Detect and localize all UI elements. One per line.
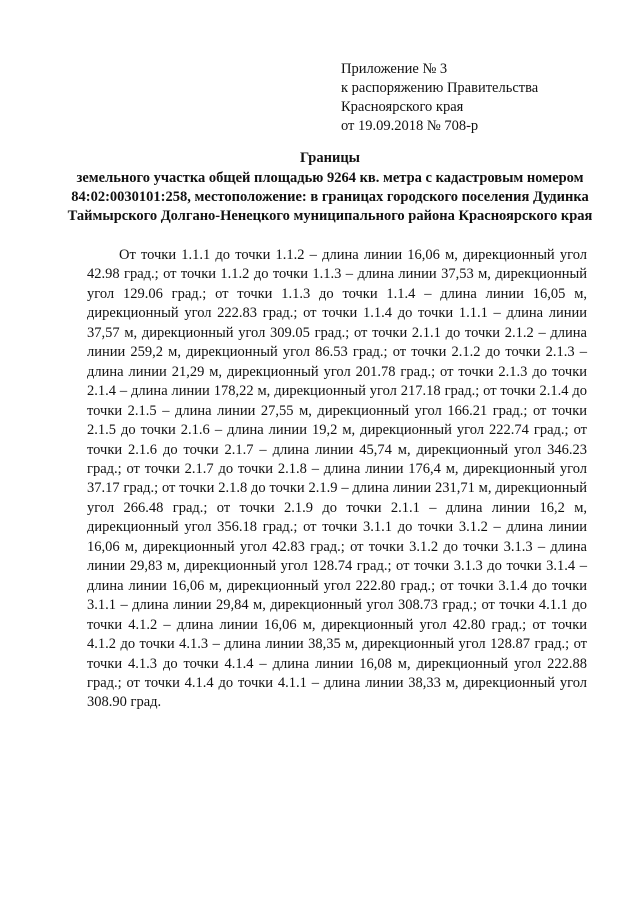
appendix-reference: к распоряжению Правительства [341, 80, 539, 96]
appendix-date-number: от 19.09.2018 № 708-р [341, 118, 479, 134]
boundary-description: От точки 1.1.1 до точки 1.1.2 – длина линии 16,06 м, дирекционный угол 42.98 град.; от точки 1.1.2 до точки 1.1.3 – длина линии 37,53 м, дирекционный угол 129.06 град.; от точки 1.1.3 до точки 1.1.4 – длина линии 16,05 м, дирекционный угол 222.83 град.; от точки 1.1.4 до точки 1.1.1 – длина линии 37,57 м, дирекционный угол 309.05 град.; от точки 2.1.1 до точки 2.1.2 – длина линии 259,2 м, дирекционный угол 86.53 град.; от точки 2.1.2 до точки 2.1.3 – длина линии 21,29 м, дирекционный угол 201.78 град.; от точки 2.1.3 до точки 2.1.4 – длина линии 178,22 м, дирекционный угол 217.18 град.; от точки 2.1.4 до точки 2.1.5 – длина линии 27,55 м, дирекционный угол 166.21 град.; от точки 2.1.5 до точки 2.1.6 – длина линии 19,2 м, дирекционный угол 222.74 град.; от точки 2.1.6 до точки 2.1.7 – длина линии 45,74 м, дирекционный угол 346.23 град.; от точки 2.1.7 до точки 2.1.8 – длина линии 176,4 м, дирекционный угол 37.17 град.; от точки 2.1.8 до точки 2.1.9 – длина линии 231,71 м, дирекционный угол 266.48 град.; от точки 2.1.9 до точки 2.1.1 – длина линии 16,2 м, дирекционный угол 356.18 град.; от точки 3.1.1 до точки 3.1.2 – длина линии 16,06 м, дирекционный угол 42.83 град.; от точки 3.1.2 до точки 3.1.3 – длина линии 29,83 м, дирекционный угол 128.74 град.; от точки 3.1.3 до точки 3.1.4 – длина линии 16,06 м, дирекционный угол 222.80 град.; от точки 3.1.4 до точки 3.1.1 – длина линии 29,84 м, дирекционный угол 308.73 град.; от точки 4.1.1 до точки 4.1.2 – длина линии 16,06 м, дирекционный угол 42.80 град.; от точки 4.1.2 до точки 4.1.3 – длина линии 38,35 м, дирекционный угол 128.87 град.; от точки 4.1.3 до точки 4.1.4 – длина линии 16,08 м, дирекционный угол 222.88 град.; от точки 4.1.4 до точки 4.1.1 – длина линии 38,33 м, дирекционный угол 308.90 град. [87, 247, 587, 711]
title-heading: Границы [299, 150, 360, 166]
appendix-block [341, 60, 601, 136]
appendix-number: Приложение № 3 [341, 61, 448, 77]
appendix-region: Красноярского края [341, 99, 464, 115]
title-subtitle: земельного участка общей площадью 9264 кв. метра с кадастровым номером 84:02:0030101:258, местоположение: в границах городского поселения Дудинка Таймырского Долгано-Ненецкого муниципального района Красноярского края [67, 170, 593, 224]
document-title [60, 149, 600, 226]
